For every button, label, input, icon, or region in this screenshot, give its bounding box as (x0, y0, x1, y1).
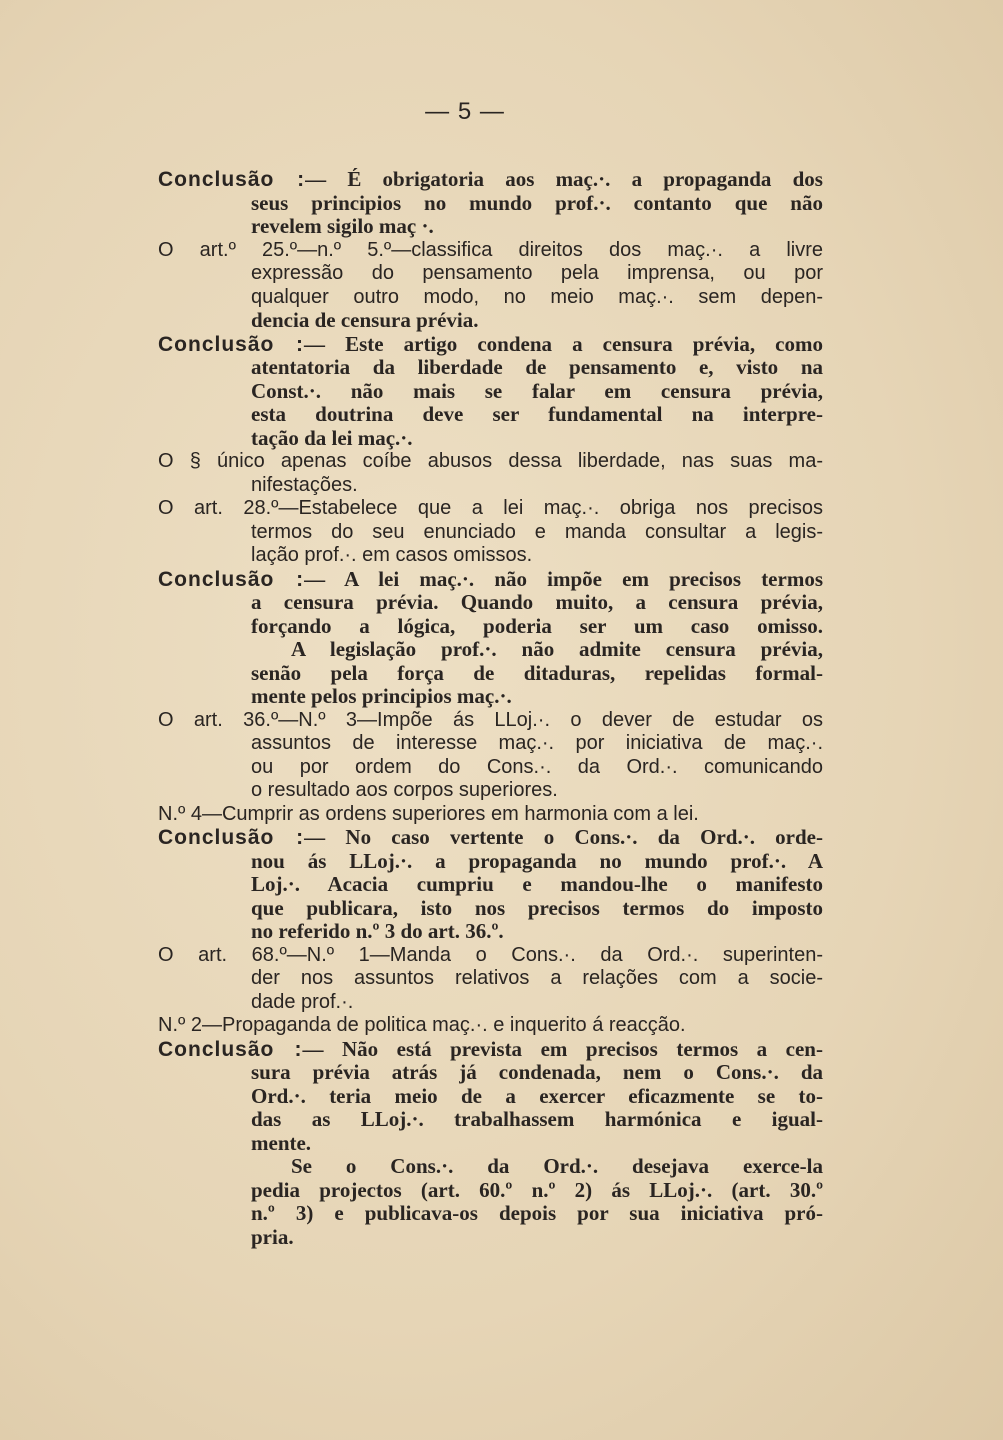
text-line (158, 333, 823, 357)
line-text: no referido n.º 3 do art. 36.º. (251, 920, 504, 943)
text-line (158, 1014, 823, 1038)
paragraph (158, 944, 823, 1015)
text-line (158, 309, 823, 333)
paragraph (158, 803, 823, 827)
text-line (158, 356, 823, 380)
paragraph (158, 1038, 823, 1156)
line-text: — No caso vertente o Cons.·. da Ord.·. orde- (304, 826, 823, 849)
conclusion-label: Conclusão : (158, 168, 306, 191)
text-line (158, 944, 823, 968)
text-line (158, 1226, 823, 1250)
line-text: pedia projectos (art. 60.º n.º 2) ás LLoj.·. (art. 30.º (251, 1178, 823, 1202)
conclusion-label: Conclusão : (158, 1037, 303, 1061)
text-line (158, 756, 823, 780)
line-text: ou por ordem do Cons.·. da Ord.·. comunicando (251, 755, 823, 778)
line-text: a censura prévia. Quando muito, a censura prévia, (251, 591, 823, 614)
text-line (158, 803, 823, 827)
text-line (158, 826, 823, 850)
text-line (158, 850, 823, 874)
text-line (158, 544, 823, 568)
paragraph (158, 1014, 823, 1038)
text-line (158, 638, 823, 662)
line-text: expressão do pensamento pela imprensa, ou por (251, 262, 823, 284)
line-text: seus principios no mundo prof.·. contanto que não (251, 191, 823, 215)
text-line (158, 168, 823, 192)
text-line (158, 662, 823, 686)
text-line (158, 215, 823, 239)
line-text: N.º 4—Cumprir as ordens superiores em harmonia com a lei. (158, 802, 699, 825)
text-line (158, 262, 823, 286)
text-line (158, 1038, 823, 1062)
line-text: — É obrigatoria aos maç.·. a propaganda dos (305, 168, 823, 191)
line-text: O art. 68.º—N.º 1—Manda o Cons.·. da Ord.·. superinten- (158, 943, 823, 966)
text-line (158, 1108, 823, 1132)
text-line (158, 380, 823, 404)
text-line (158, 521, 823, 545)
text-line (158, 897, 823, 921)
line-text: sura prévia atrás já condenada, nem o Cons.·. da (251, 1061, 823, 1084)
line-text: Const.·. não mais se falar em censura prévia, (251, 379, 823, 403)
line-text: dencia de censura prévia. (251, 309, 479, 332)
line-text: O art. 36.º—N.º 3—Impõe ás LLoj.·. o dever de estudar os (158, 708, 823, 731)
line-text: A legislação prof.·. não admite censura prévia, (291, 638, 823, 661)
text-line (158, 709, 823, 733)
document-body (158, 168, 823, 1249)
paragraph (158, 168, 823, 239)
text-line (158, 239, 823, 263)
text-line (158, 615, 823, 639)
line-text: mente. (251, 1131, 312, 1155)
line-text: revelem sigilo maç ·. (251, 215, 434, 238)
line-text: — Este artigo condena a censura prévia, como (304, 332, 823, 356)
line-text: pria. (251, 1225, 294, 1249)
paragraph (158, 709, 823, 803)
line-text: assuntos de interesse maç.·. por iniciativa de maç.·. (251, 732, 823, 754)
conclusion-label: Conclusão : (158, 826, 305, 849)
line-text: das as LLoj.·. trabalhassem harmónica e igual- (251, 1108, 823, 1131)
paragraph (158, 239, 823, 333)
line-text: Se o Cons.·. da Ord.·. desejava exerce-la (291, 1155, 823, 1178)
conclusion-label: Conclusão : (158, 332, 304, 356)
paragraph (158, 450, 823, 497)
text-line (158, 685, 823, 709)
page-number: — 5 — (425, 98, 505, 125)
line-text: qualquer outro modo, no meio maç.·. sem depen- (251, 285, 823, 308)
line-text: N.º 2—Propaganda de politica maç.·. e inquerito á reacção. (158, 1014, 686, 1036)
text-line (158, 497, 823, 521)
text-line (158, 1132, 823, 1156)
paragraph (158, 333, 823, 451)
paragraph (158, 1155, 823, 1249)
line-text: esta doutrina deve ser fundamental na interpre- (251, 403, 823, 426)
line-text: lação prof.·. em casos omissos. (251, 544, 533, 566)
line-text: O art. 28.º—Estabelece que a lei maç.·. obriga nos precisos (158, 497, 823, 519)
line-text: — A lei maç.·. não impõe em precisos termos (304, 567, 823, 591)
line-text: Ord.·. teria meio de a exercer eficazmente se to- (251, 1084, 823, 1108)
line-text: forçando a lógica, poderia ser um caso omisso. (251, 614, 823, 638)
line-text: que publicara, isto nos precisos termos do imposto (251, 896, 823, 920)
line-text: nifestações. (251, 473, 358, 496)
paragraph (158, 568, 823, 709)
text-line (158, 286, 823, 310)
text-line (158, 427, 823, 451)
text-line (158, 779, 823, 803)
text-line (158, 450, 823, 474)
text-line (158, 991, 823, 1015)
text-line (158, 1085, 823, 1109)
text-line (158, 873, 823, 897)
line-text: dade prof.·. (251, 990, 354, 1013)
text-line (158, 568, 823, 592)
line-text: o resultado aos corpos superiores. (251, 779, 558, 801)
text-line (158, 192, 823, 216)
line-text: nou ás LLoj.·. a propaganda no mundo prof.·. A (251, 849, 823, 873)
line-text: der nos assuntos relativos a relações com a socie- (251, 967, 823, 989)
paragraph (158, 497, 823, 568)
line-text: tação da lei maç.·. (251, 426, 413, 450)
line-text: O § único apenas coíbe abusos dessa liberdade, nas suas ma- (158, 450, 823, 472)
line-text: atentatoria da liberdade de pensamento e, visto na (251, 356, 823, 379)
paragraph (158, 826, 823, 944)
line-text: — Não está prevista em precisos termos a cen- (302, 1037, 823, 1061)
text-line (158, 732, 823, 756)
line-text: senão pela força de ditaduras, repelidas formal- (251, 661, 823, 685)
conclusion-label: Conclusão : (158, 567, 305, 591)
text-line (158, 1155, 823, 1179)
line-text: O art.º 25.º—n.º 5.º—classifica direitos dos maç.·. a livre (158, 238, 823, 261)
line-text: termos do seu enunciado e manda consultar a legis- (251, 520, 823, 543)
text-line (158, 920, 823, 944)
line-text: n.º 3) e publicava-os depois por sua iniciativa pró- (251, 1202, 823, 1225)
text-line (158, 967, 823, 991)
text-line (158, 1202, 823, 1226)
line-text: Loj.·. Acacia cumpriu e mandou-lhe o manifesto (251, 873, 823, 896)
text-line (158, 1061, 823, 1085)
text-line (158, 1179, 823, 1203)
line-text: mente pelos principios maç.·. (251, 685, 512, 708)
text-line (158, 474, 823, 498)
text-line (158, 591, 823, 615)
text-line (158, 403, 823, 427)
